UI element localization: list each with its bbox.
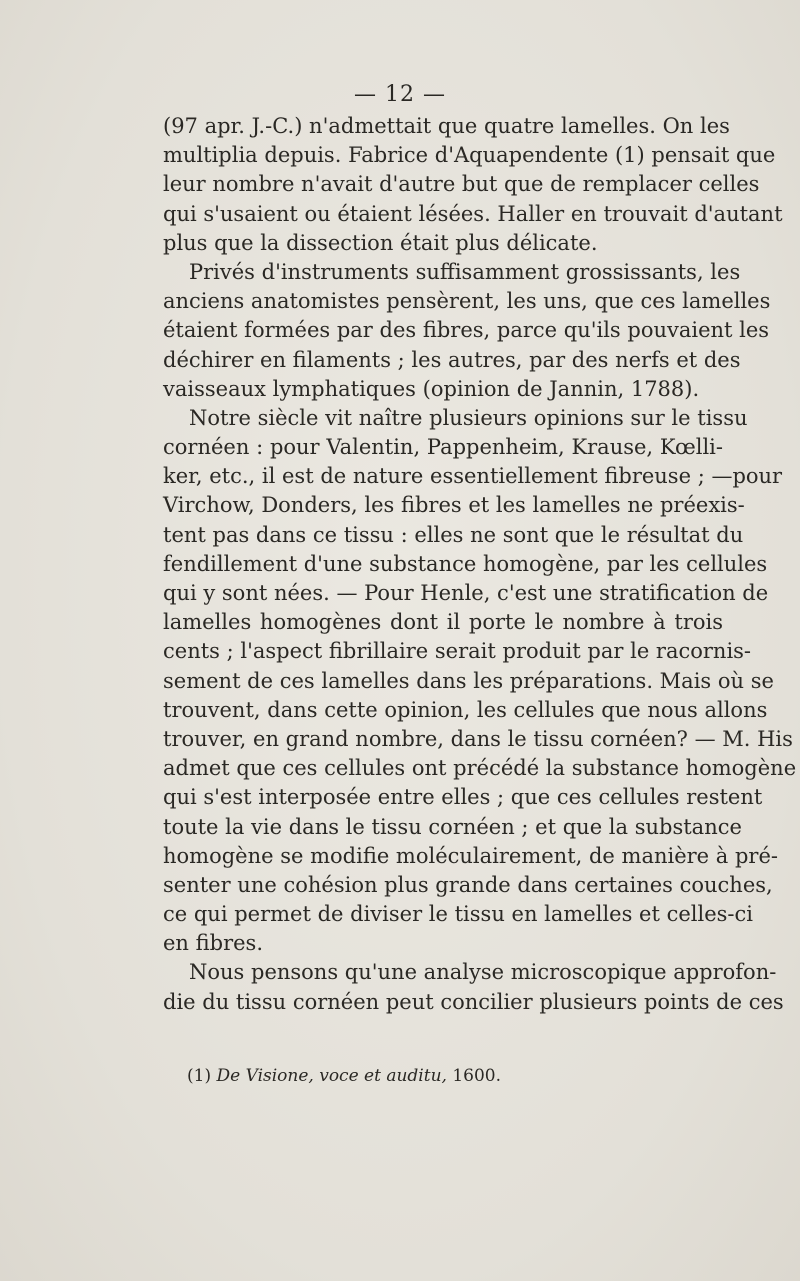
text-line: ce qui permet de diviser le tissu en lamelles et celles-ci	[163, 902, 753, 927]
text-line: Nous pensons qu'une analyse microscopique approfon-	[189, 960, 777, 985]
text-line: Privés d'instruments suffisamment grossissants, les	[189, 259, 741, 284]
text-line: die du tissu cornéen peut concilier plusieurs points de ces	[163, 989, 784, 1014]
text-line: cents ; l'aspect fibrillaire serait produit par le racornis-	[163, 639, 752, 664]
text-line: sement de ces lamelles dans les préparations. Mais où se	[163, 668, 774, 693]
text-line: plus que la dissection était plus délicate.	[163, 230, 598, 255]
text-line: toute la vie dans le tissu cornéen ; et que la substance	[163, 814, 742, 839]
footnote-title: De Visione, voce et auditu,	[216, 1066, 447, 1086]
text-line: multiplia depuis. Fabrice d'Aquapendente (1) pensait que	[163, 143, 776, 168]
text-line: leur nombre n'avait d'autre but que de remplacer celles	[163, 172, 760, 197]
text-line: trouvent, dans cette opinion, les cellules que nous allons	[163, 697, 768, 722]
text-line: étaient formées par des fibres, parce qu'ils pouvaient les	[163, 318, 770, 343]
text-line: ker, etc., il est de nature essentiellement fibreuse ; —pour	[163, 464, 783, 489]
text-line: tent pas dans ce tissu : elles ne sont que le résultat du	[163, 522, 744, 547]
footnote-year: 1600.	[452, 1066, 502, 1086]
text-line: fendillement d'une substance homogène, par les cellules	[163, 551, 768, 576]
text-line: (97 apr. J.-C.) n'admettait que quatre lamelles. On les	[163, 114, 730, 138]
text-line: admet que ces cellules ont précédé la substance homogène	[163, 756, 797, 781]
text-line: homogène se modifie moléculairement, de manière à pré-	[163, 843, 778, 868]
text-line: Virchow, Donders, les fibres et les lamelles ne préexis-	[163, 493, 745, 518]
text-line: qui s'usaient ou étaient lésées. Haller en trouvait d'autant	[163, 201, 783, 226]
text-line: vaisseaux lymphatiques (opinion de Jannin, 1788).	[163, 376, 700, 401]
text-line: qui y sont nées. — Pour Henle, c'est une stratification de	[163, 581, 769, 605]
footnote-number: (1)	[187, 1066, 212, 1086]
text-line: en fibres.	[163, 931, 263, 956]
text-line: déchirer en filaments ; les autres, par des nerfs et des	[163, 347, 741, 372]
text-line: trouver, en grand nombre, dans le tissu cornéen? — M. His	[163, 726, 793, 751]
page-number: — 12 —	[354, 82, 446, 107]
body-text	[163, 112, 797, 1017]
text-line: senter une cohésion plus grande dans certaines couches,	[163, 872, 773, 897]
footnote	[187, 1066, 501, 1086]
text-line: anciens anatomistes pensèrent, les uns, que ces lamelles	[163, 289, 771, 314]
text-line: qui s'est interposée entre elles ; que ces cellules restent	[163, 785, 763, 810]
text-line: cornéen : pour Valentin, Pappenheim, Krause, Kœlli-	[163, 435, 723, 460]
text-line: lamelles homogènes dont il porte le nombre à trois	[163, 610, 723, 635]
text-line: Notre siècle vit naître plusieurs opinions sur le tissu	[189, 405, 748, 430]
